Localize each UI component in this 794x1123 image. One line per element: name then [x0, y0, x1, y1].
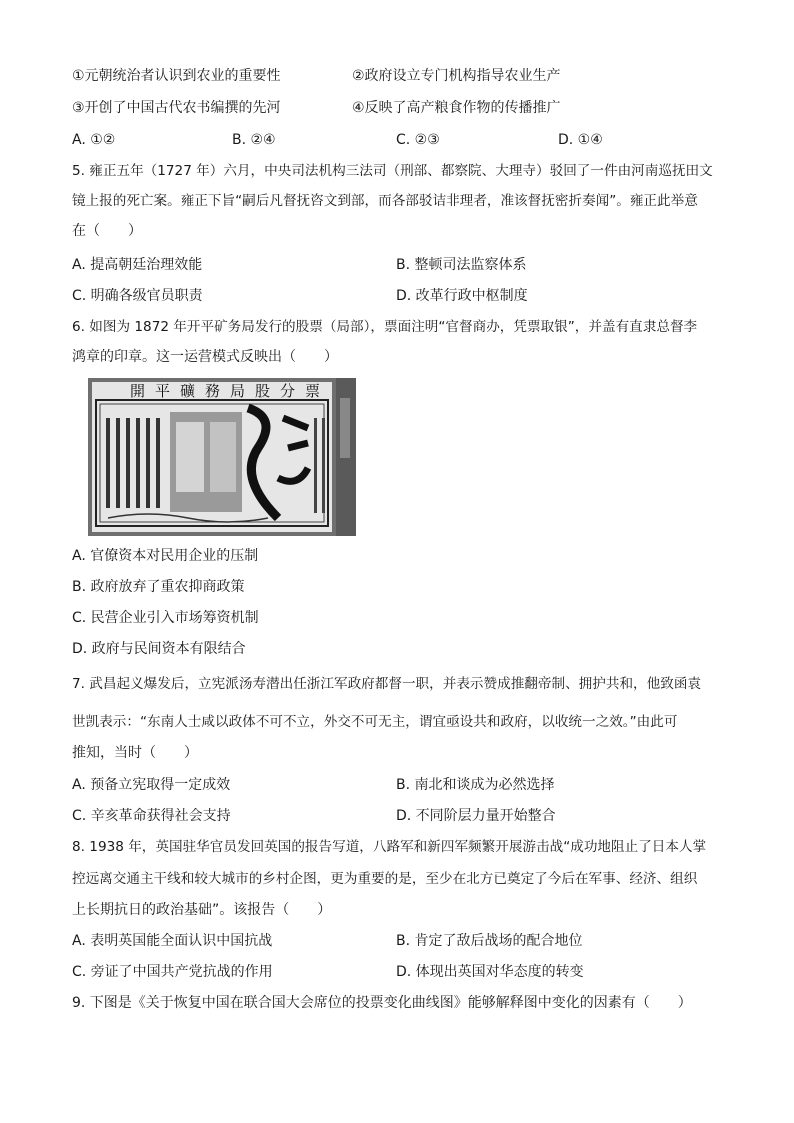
q7-option-a: A. 预备立宪取得一定成效: [72, 777, 231, 793]
q9-stem-line-1: 9. 下图是《关于恢复中国在联合国大会席位的投票变化曲线图》能够解释图中变化的因素有（ ）: [72, 995, 692, 1011]
q6-option-d: D. 政府与民间资本有限结合: [72, 641, 246, 657]
q8-stem-line-3: 上长期抗日的政治基础”。该报告（ ）: [72, 902, 332, 918]
q8-stem-line-2: 控远离交通主干线和较大城市的乡村企图，更为重要的是，至少在北方已奠定了今后在军事、经济、组织: [72, 871, 698, 887]
q6-option-a: A. 官僚资本对民用企业的压制: [72, 548, 259, 564]
q6-option-c: C. 民营企业引入市场筹资机制: [72, 610, 259, 626]
stock-certificate-image: [88, 378, 356, 536]
q7-option-b: B. 南北和谈成为必然选择: [396, 777, 555, 793]
q4-option-a: A. ①②: [72, 132, 116, 148]
q5-option-c: C. 明确各级官员职责: [72, 288, 203, 304]
q4-statement-3: ③开创了中国古代农书编撰的先河: [72, 100, 281, 116]
q6-option-b: B. 政府放弃了重农抑商政策: [72, 579, 245, 595]
q5-stem-line-1: 5. 雍正五年（1727 年）六月，中央司法机构三法司（刑部、都察院、大理寺）驳回了一件由河南巡抚田文: [72, 163, 713, 179]
q4-option-b: B. ②④: [232, 132, 276, 148]
q5-option-a: A. 提高朝廷治理效能: [72, 257, 203, 273]
q4-statement-2: ②政府设立专门机构指导农业生产: [352, 68, 561, 84]
q6-stem-line-2: 鸿章的印章。这一运营模式反映出（ ）: [72, 349, 338, 365]
q6-stem-line-1: 6. 如图为 1872 年开平矿务局发行的股票（局部），票面注明“官督商办，凭票取银”，并盖有直隶总督李: [72, 319, 698, 335]
q8-option-d: D. 体现出英国对华态度的转变: [396, 964, 584, 980]
q8-option-b: B. 肯定了敌后战场的配合地位: [396, 933, 583, 949]
q7-stem-line-2: 世凯表示：“东南人士咸以政体不可不立，外交不可无主，谓宜亟设共和政府，以收统一之效。”由此可: [72, 714, 678, 730]
stock-certificate-title: 開平礦務局股分票: [129, 382, 330, 400]
q5-option-d: D. 改革行政中枢制度: [396, 288, 528, 304]
q4-statement-1: ①元朝统治者认识到农业的重要性: [72, 68, 281, 84]
q5-stem-line-3: 在（ ）: [72, 223, 142, 239]
q4-option-d: D. ①④: [558, 132, 603, 148]
q8-stem-line-1: 8. 1938 年，英国驻华官员发回英国的报告写道，八路军和新四军频繁开展游击战“成功地阻止了日本人掌: [72, 839, 707, 855]
q5-option-b: B. 整顿司法监察体系: [396, 257, 527, 273]
q4-statement-4: ④反映了高产粮食作物的传播推广: [352, 100, 561, 116]
q7-option-c: C. 辛亥革命获得社会支持: [72, 808, 231, 824]
q7-stem-line-3: 推知，当时（ ）: [72, 745, 198, 761]
q5-stem-line-2: 镜上报的死亡案。雍正下旨“嗣后凡督抚咨文到部，而各部驳诘非理者，准该督抚密折奏闻”。雍正此举意: [72, 193, 698, 209]
q7-stem-line-1: 7. 武昌起义爆发后，立宪派汤寿潜出任浙江军政府都督一职，并表示赞成推翻帝制、拥护共和，他致函袁: [72, 676, 702, 692]
q8-option-c: C. 旁证了中国共产党抗战的作用: [72, 964, 273, 980]
q7-option-d: D. 不同阶层力量开始整合: [396, 808, 556, 824]
q8-option-a: A. 表明英国能全面认识中国抗战: [72, 933, 273, 949]
q4-option-c: C. ②③: [396, 132, 440, 148]
